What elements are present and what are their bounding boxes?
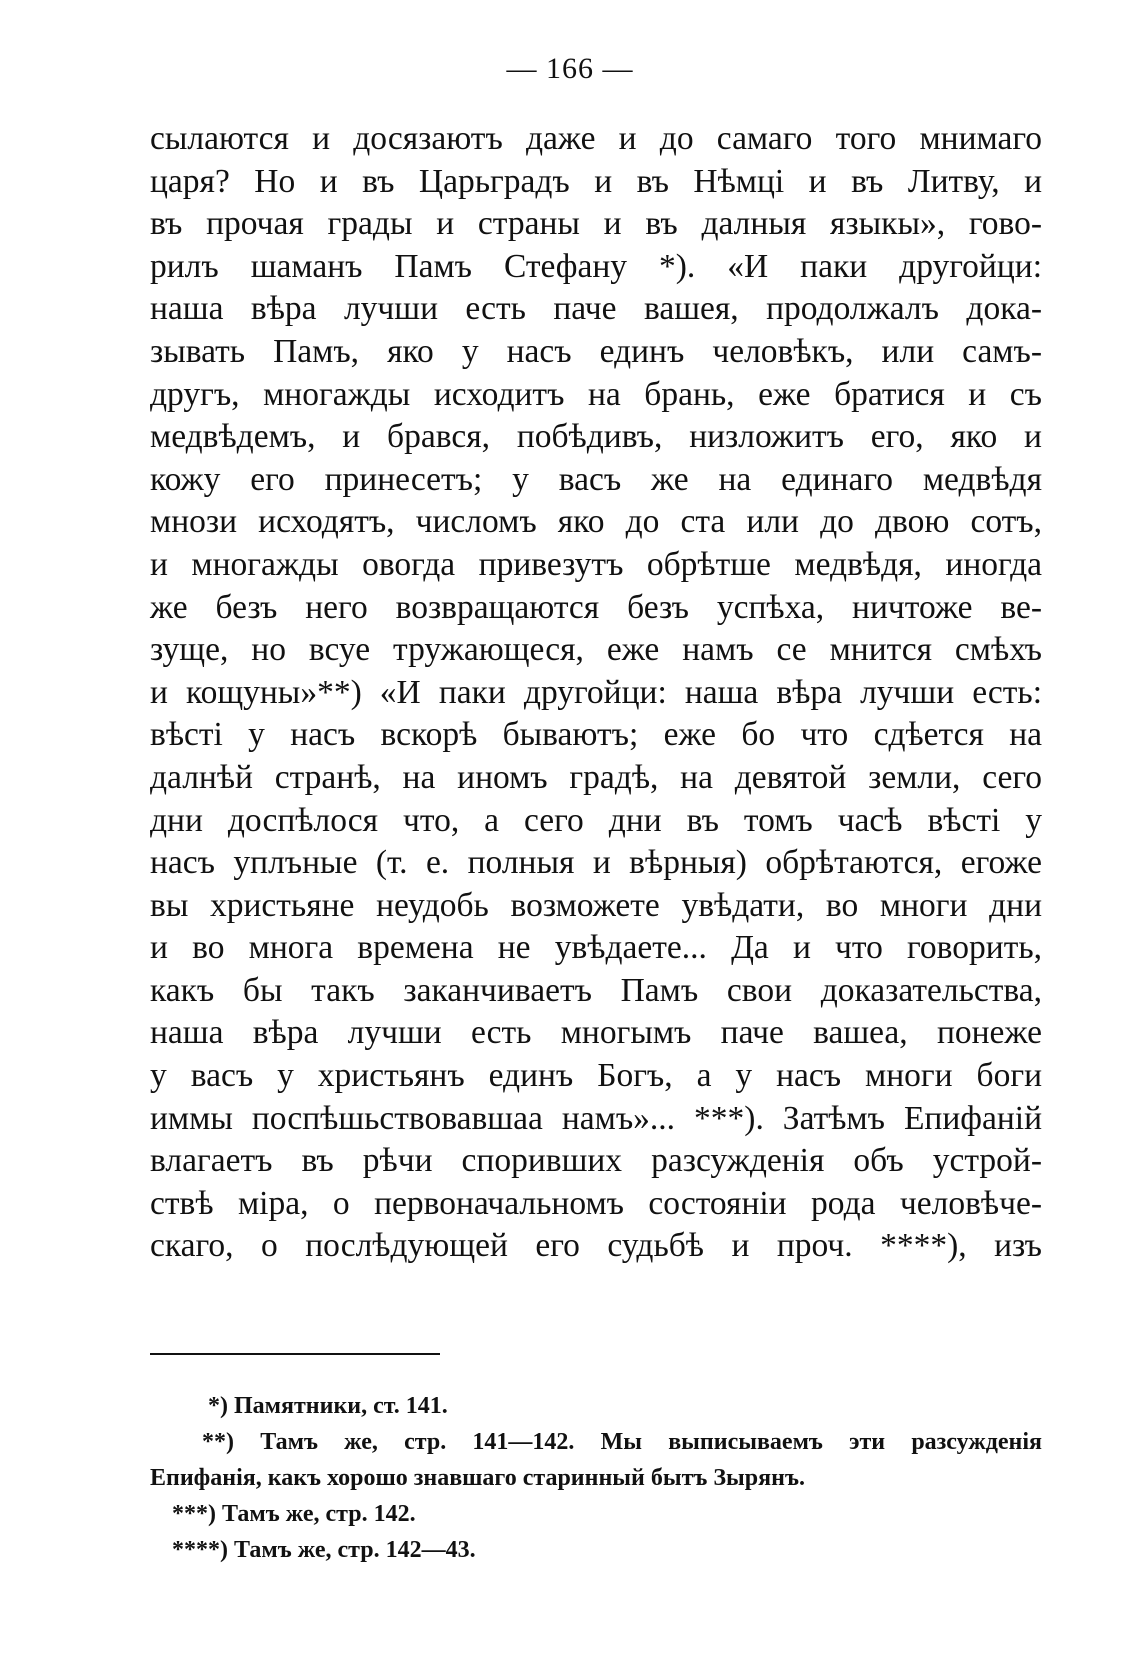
text-line: рилъ шаманъ Памъ Стефану *). «И паки другойци:	[150, 247, 1042, 285]
footnote: **) Тамъ же, стр. 141—142. Мы выписываемъ эти разсужденія	[202, 1429, 1042, 1455]
text-line: и многажды овогда привезутъ обрѣтше медвѣдя, иногда	[150, 545, 1042, 583]
page-number: — 166 —	[506, 52, 634, 85]
text-line: наша вѣра лучши есть паче вашея, продолжалъ дока-	[150, 290, 1042, 328]
main-text	[150, 118, 1042, 1268]
text-line: царя? Но и въ Царьградъ и въ Нѣмці и въ Литву, и	[150, 162, 1042, 200]
text-line: ствѣ міра, о первоначальномъ состояніи рода человѣче-	[150, 1184, 1042, 1222]
text-line: у васъ у христьянъ единъ Богъ, а у насъ многи боги	[150, 1057, 1042, 1095]
text-line: вы христьяне неудобь возможете увѣдати, во многи дни	[150, 886, 1042, 924]
text-line: и во многа времена не увѣдаете... Да и что говорить,	[150, 929, 1042, 967]
footnote: ****) Тамъ же, стр. 142—43.	[172, 1537, 476, 1563]
text-line: сылаются и досязаютъ даже и до самаго того мнимаго	[150, 120, 1042, 157]
text-line: далнѣй странѣ, на иномъ градѣ, на девятой земли, сего	[150, 758, 1042, 796]
text-line: скаго, о послѣдующей его судьбѣ и проч. ****), изъ	[150, 1227, 1042, 1265]
text-line: дни доспѣлося что, а сего дни въ томъ часѣ вѣсті у	[150, 801, 1042, 839]
text-line: медвѣдемъ, и брався, побѣдивъ, низложитъ его, яко и	[150, 418, 1042, 456]
footnote-divider	[150, 1353, 440, 1355]
text-line: зуще, но всуе тружающеся, еже намъ се мнится смѣхъ	[150, 631, 1042, 669]
text-line: мнози исходятъ, числомъ яко до ста или до двою сотъ,	[150, 503, 1042, 541]
text-line: зывать Памъ, яко у насъ единъ человѣкъ, или самъ-	[150, 332, 1042, 370]
footnote-continuation: Епифанія, какъ хорошо знавшаго старинный бытъ Зырянъ.	[150, 1465, 805, 1491]
text-line: насъ уплъные (т. е. полныя и вѣрныя) обрѣтаются, егоже	[150, 844, 1042, 882]
text-line: въ прочая грады и страны и въ далныя языкы», гово-	[150, 205, 1042, 243]
text-line: влагаетъ въ рѣчи споривших разсужденія объ устрой-	[150, 1142, 1042, 1180]
text-line: иммы поспѣшьствовавшаа намъ»... ***). Затѣмъ Епифаній	[150, 1099, 1042, 1137]
footnote: ***) Тамъ же, стр. 142.	[172, 1501, 416, 1527]
text-line: и кощуны»**) «И паки другойци: наша вѣра лучши есть:	[150, 673, 1042, 711]
footnotes	[150, 1388, 1042, 1568]
text-line: вѣсті у насъ вскорѣ бываютъ; еже бо что сдѣется на	[150, 716, 1042, 754]
footnote: *) Памятники, ст. 141.	[208, 1393, 448, 1419]
text-line: наша вѣра лучши есть многымъ паче вашеа, понеже	[150, 1014, 1042, 1052]
text-line: какъ бы такъ заканчиваетъ Памъ свои доказательства,	[150, 971, 1042, 1009]
text-line: другъ, многажды исходитъ на брань, еже братися и съ	[150, 375, 1042, 413]
text-line: же безъ него возвращаются безъ успѣха, ничтоже ве-	[150, 588, 1042, 626]
text-line: кожу его принесетъ; у васъ же на единаго медвѣдя	[150, 460, 1042, 498]
